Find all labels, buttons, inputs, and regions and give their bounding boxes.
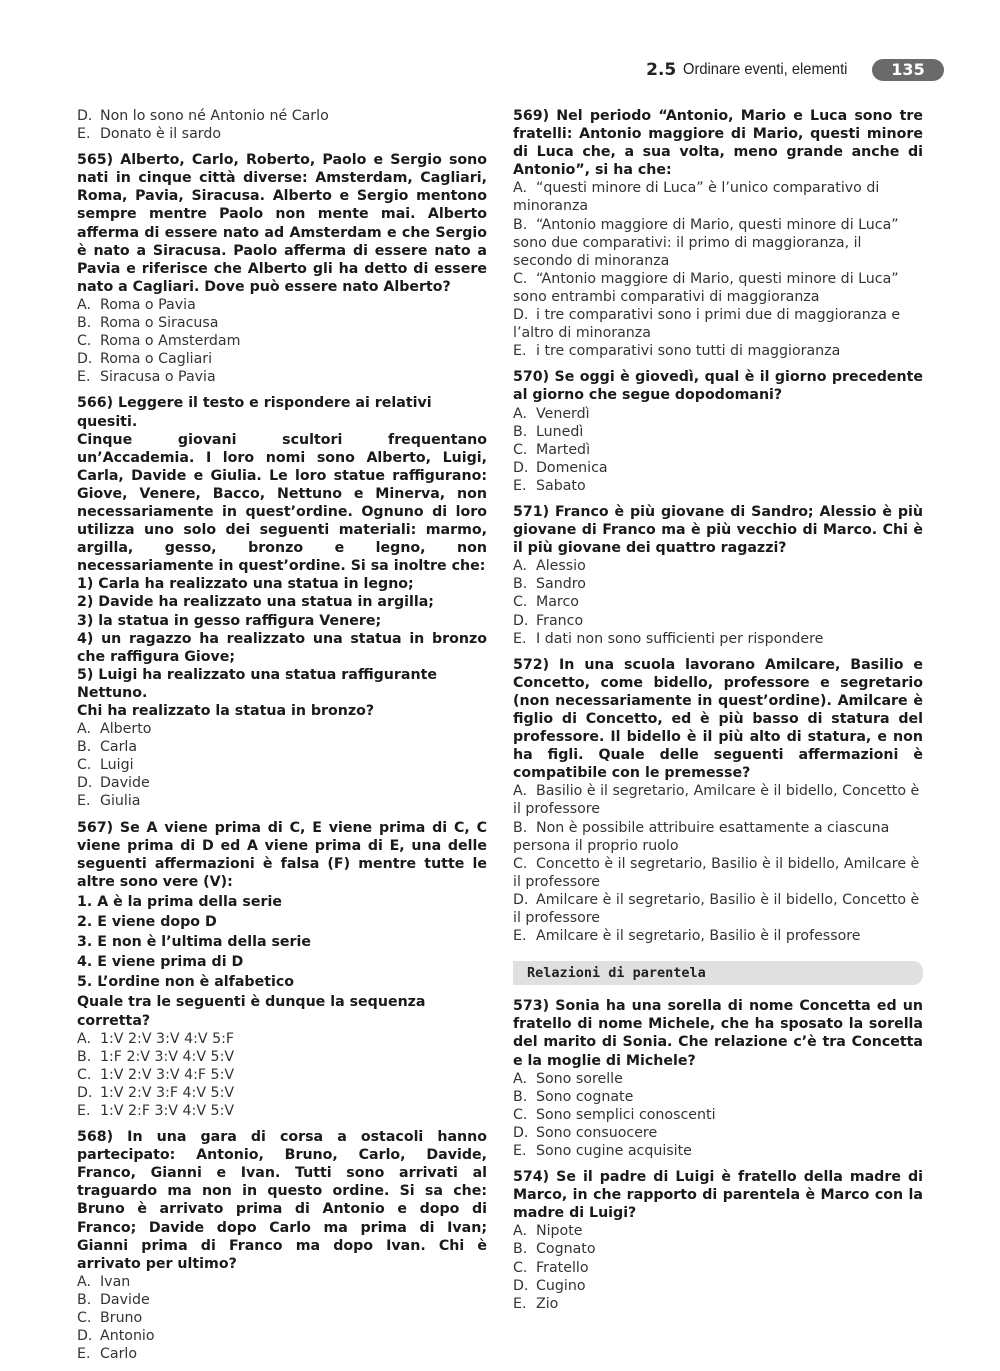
answer-option: B. Cognato	[513, 1241, 596, 1258]
answer-option: D. Sono consuocere	[513, 1124, 658, 1141]
left-column	[77, 107, 487, 1371]
answer-option: C. Sono semplici conoscenti	[513, 1106, 716, 1123]
section-number: 2.5	[646, 60, 677, 80]
answer-option: C. Fratello	[513, 1259, 589, 1276]
clue: 1) Carla ha realizzato una statua in legno;	[77, 576, 414, 593]
answer-option: C. Roma o Amsterdam	[77, 333, 241, 350]
answer-option: A. Sono sorelle	[513, 1070, 623, 1087]
answer-option: D. Antonio	[77, 1328, 155, 1345]
answer-option: A. Venerdì	[513, 405, 590, 422]
answer-option: B. 1:F 2:V 3:V 4:V 5:V	[77, 1048, 235, 1065]
answer-option: E. I dati non sono sufficienti per rispondere	[513, 630, 824, 647]
answer-option: D. Cugino	[513, 1277, 586, 1294]
answer-option: A. Roma o Pavia	[77, 296, 196, 313]
question-571	[513, 503, 923, 648]
question-text: 570) Se oggi è giovedì, qual è il giorno precedente al giorno che segue dopodomani?	[513, 369, 923, 404]
answer-option: D. Amilcare è il segretario, Basilio è il bidello, Concetto è il professore	[513, 891, 920, 927]
answer-option: E. 1:V 2:F 3:V 4:V 5:V	[77, 1102, 235, 1119]
question-567	[77, 819, 487, 1121]
question-text: 573) Sonia ha una sorella di nome Concetta ed un fratello di nome Michele, che ha sposato la sorella del marito di Sonia. Che relazione c’è tra Concetta e la moglie di Michele?	[513, 998, 923, 1069]
answer-option: A. Ivan	[77, 1273, 131, 1290]
answer-option: A. “questi minore di Luca” è l’unico comparativo di minoranza	[513, 180, 880, 215]
answer-option: D. Davide	[77, 775, 150, 792]
answer-option: A. Nipote	[513, 1223, 583, 1240]
clue: 3) la statua in gesso raffigura Venere;	[77, 612, 382, 629]
question-prompt: Chi ha realizzato la statua in bronzo?	[77, 703, 375, 719]
answer-option: E. Siracusa o Pavia	[77, 369, 216, 386]
answer-option: E. Donato è il sardo	[77, 126, 222, 143]
page-number-badge: 135	[872, 59, 944, 81]
answer-option: E. Sabato	[513, 477, 586, 494]
question-text: 567) Se A viene prima di C, E viene prima di C, C viene prima di D ed A viene prima di E, una delle seguenti affermazioni è falsa (F) mentre tutte le altre sono vere (V):	[77, 819, 487, 890]
answer-option: A. Alberto	[77, 721, 152, 738]
question-570	[513, 368, 923, 495]
statement: 1. A è la prima della serie	[77, 893, 282, 910]
answer-option: D. Domenica	[513, 459, 608, 476]
page-header	[646, 58, 944, 82]
answer-option: C. Marco	[513, 594, 579, 611]
answer-option: B. Non è possibile attribuire esattamente a ciascuna persona il proprio ruolo	[513, 819, 890, 854]
statement: 5. L’ordine non è alfabetico	[77, 974, 295, 991]
question-text: 574) Se il padre di Luigi è fratello della madre di Marco, in che rapporto di parentela è Marco con la madre di Luigi?	[513, 1169, 923, 1222]
question-566	[77, 394, 487, 810]
answer-option: B. “Antonio maggiore di Mario, questi minore di Luca” sono due comparativi: il primo di maggioranza, il secondo di minoranza	[513, 216, 899, 269]
section-title: Ordinare eventi, elementi	[683, 61, 848, 78]
question-text: Cinque giovani scultori frequentano un’Accademia. I loro nomi sono Alberto, Luigi, Carla, Davide e Giulia. Le loro statue raffigurano: Giove, Venere, Bacco, Nettuno e Minerva, non necessariamente in quest’ordine. Ognuno di loro utilizza uno solo dei seguenti materiali: marmo, argilla, gesso, bronzo e legno, non necessariamente in quest’ordine. Si sa inoltre che:	[77, 431, 487, 575]
answer-option: B. Sono cognate	[513, 1088, 634, 1105]
answer-option: C. “Antonio maggiore di Mario, questi minore di Luca” sono entrambi comparativi di maggioranza	[513, 270, 899, 305]
question-intro: 566) Leggere il testo e rispondere ai relativi quesiti.	[77, 395, 432, 430]
question-text: 571) Franco è più giovane di Sandro; Alessio è più giovane di Franco ma è più vecchio di Marco. Chi è il più giovane dei quattro ragazzi?	[513, 503, 923, 557]
clue: 2) Davide ha realizzato una statua in argilla;	[77, 594, 434, 611]
answer-option: B. Carla	[77, 739, 138, 756]
statement: 2. E viene dopo D	[77, 914, 217, 931]
answer-option: A. Alessio	[513, 558, 586, 575]
question-574	[513, 1168, 923, 1313]
answer-option: D. Roma o Cagliari	[77, 351, 213, 368]
answer-option: A. Basilio è il segretario, Amilcare è il bidello, Concetto è il professore	[513, 783, 920, 818]
section-heading-bar: Relazioni di parentela	[513, 961, 923, 985]
answer-option: E. i tre comparativi sono tutti di maggioranza	[513, 343, 841, 360]
carryover-options	[77, 107, 487, 143]
clue: 4) un ragazzo ha realizzato una statua in bronzo che raffigura Giove;	[77, 630, 487, 665]
answer-option: B. Davide	[77, 1291, 150, 1308]
answer-option: B. Sandro	[513, 576, 586, 593]
question-text: 572) In una scuola lavorano Amilcare, Basilio e Concetto, come bidello, professore e segretario (non necessariamente in quest’ordine). Amilcare è figlio di Concetto, ed è più basso di statura del professore. Il bidello è il più alto di statura, e non ha figli. Quale delle seguenti affermazioni è compatibile con le premesse?	[513, 656, 923, 782]
answer-option: C. Concetto è il segretario, Basilio è il bidello, Amilcare è il professore	[513, 855, 920, 890]
answer-option: E. Carlo	[77, 1346, 138, 1363]
question-573	[513, 997, 923, 1160]
answer-option: B. Roma o Siracusa	[77, 315, 219, 332]
answer-option: B. Lunedì	[513, 423, 584, 440]
answer-option: C. Bruno	[77, 1310, 143, 1326]
answer-option: C. Luigi	[77, 757, 134, 774]
answer-option: E. Giulia	[77, 793, 141, 810]
statement: 3. E non è l’ultima della serie	[77, 934, 312, 951]
answer-option: E. Zio	[513, 1295, 559, 1312]
question-572	[513, 656, 923, 946]
answer-option: D. Franco	[513, 612, 584, 629]
answer-option: A. 1:V 2:V 3:V 4:V 5:F	[77, 1030, 235, 1047]
answer-option: C. Martedì	[513, 441, 591, 458]
answer-option: D. i tre comparativi sono i primi due di maggioranza e l’altro di minoranza	[513, 307, 901, 342]
question-prompt: Quale tra le seguenti è dunque la sequenza corretta?	[77, 994, 426, 1029]
statement: 4. E viene prima di D	[77, 954, 244, 971]
question-text: 569) Nel periodo “Antonio, Mario e Luca sono tre fratelli: Antonio maggiore di Mario, questi minore di Luca che, a sua volta, meno grande anche di Antonio”, si ha che:	[513, 108, 923, 179]
question-568	[77, 1128, 487, 1363]
question-565	[77, 151, 487, 386]
clue: 5) Luigi ha realizzato una statua raffigurante Nettuno.	[77, 666, 437, 701]
answer-option: C. 1:V 2:V 3:V 4:F 5:V	[77, 1066, 235, 1083]
answer-option: E. Amilcare è il segretario, Basilio è il professore	[513, 928, 861, 945]
question-text: 565) Alberto, Carlo, Roberto, Paolo e Sergio sono nati in cinque città diverse: Amsterdam, Cagliari, Roma, Pavia, Siracusa. Alberto e Sergio mentono sempre mentre Paolo non mente mai. Alberto afferma di essere nato ad Amsterdam e che Sergio è nato a Siracusa. Paolo afferma di essere nato a Pavia e riferisce che Alberto gli ha detto di essere nato a Cagliari. Dove può essere nato Alberto?	[77, 152, 487, 295]
answer-option: D. 1:V 2:V 3:F 4:V 5:V	[77, 1084, 235, 1101]
answer-option: E. Sono cugine acquisite	[513, 1142, 692, 1159]
question-text: 568) In una gara di corsa a ostacoli hanno partecipato: Antonio, Bruno, Carlo, Davide, Franco, Gianni e Ivan. Tutti sono arrivati al traguardo ma non in questo ordine. Si sa che: Bruno è arrivato prima di Antonio e dopo di Franco; Davide dopo Carlo ma prima di Ivan; Gianni prima di Franco ma dopo Ivan. Chi è arrivato per ultimo?	[77, 1129, 487, 1272]
question-569	[513, 107, 923, 360]
answer-option: D. Non lo sono né Antonio né Carlo	[77, 108, 329, 124]
right-column	[513, 107, 923, 1321]
